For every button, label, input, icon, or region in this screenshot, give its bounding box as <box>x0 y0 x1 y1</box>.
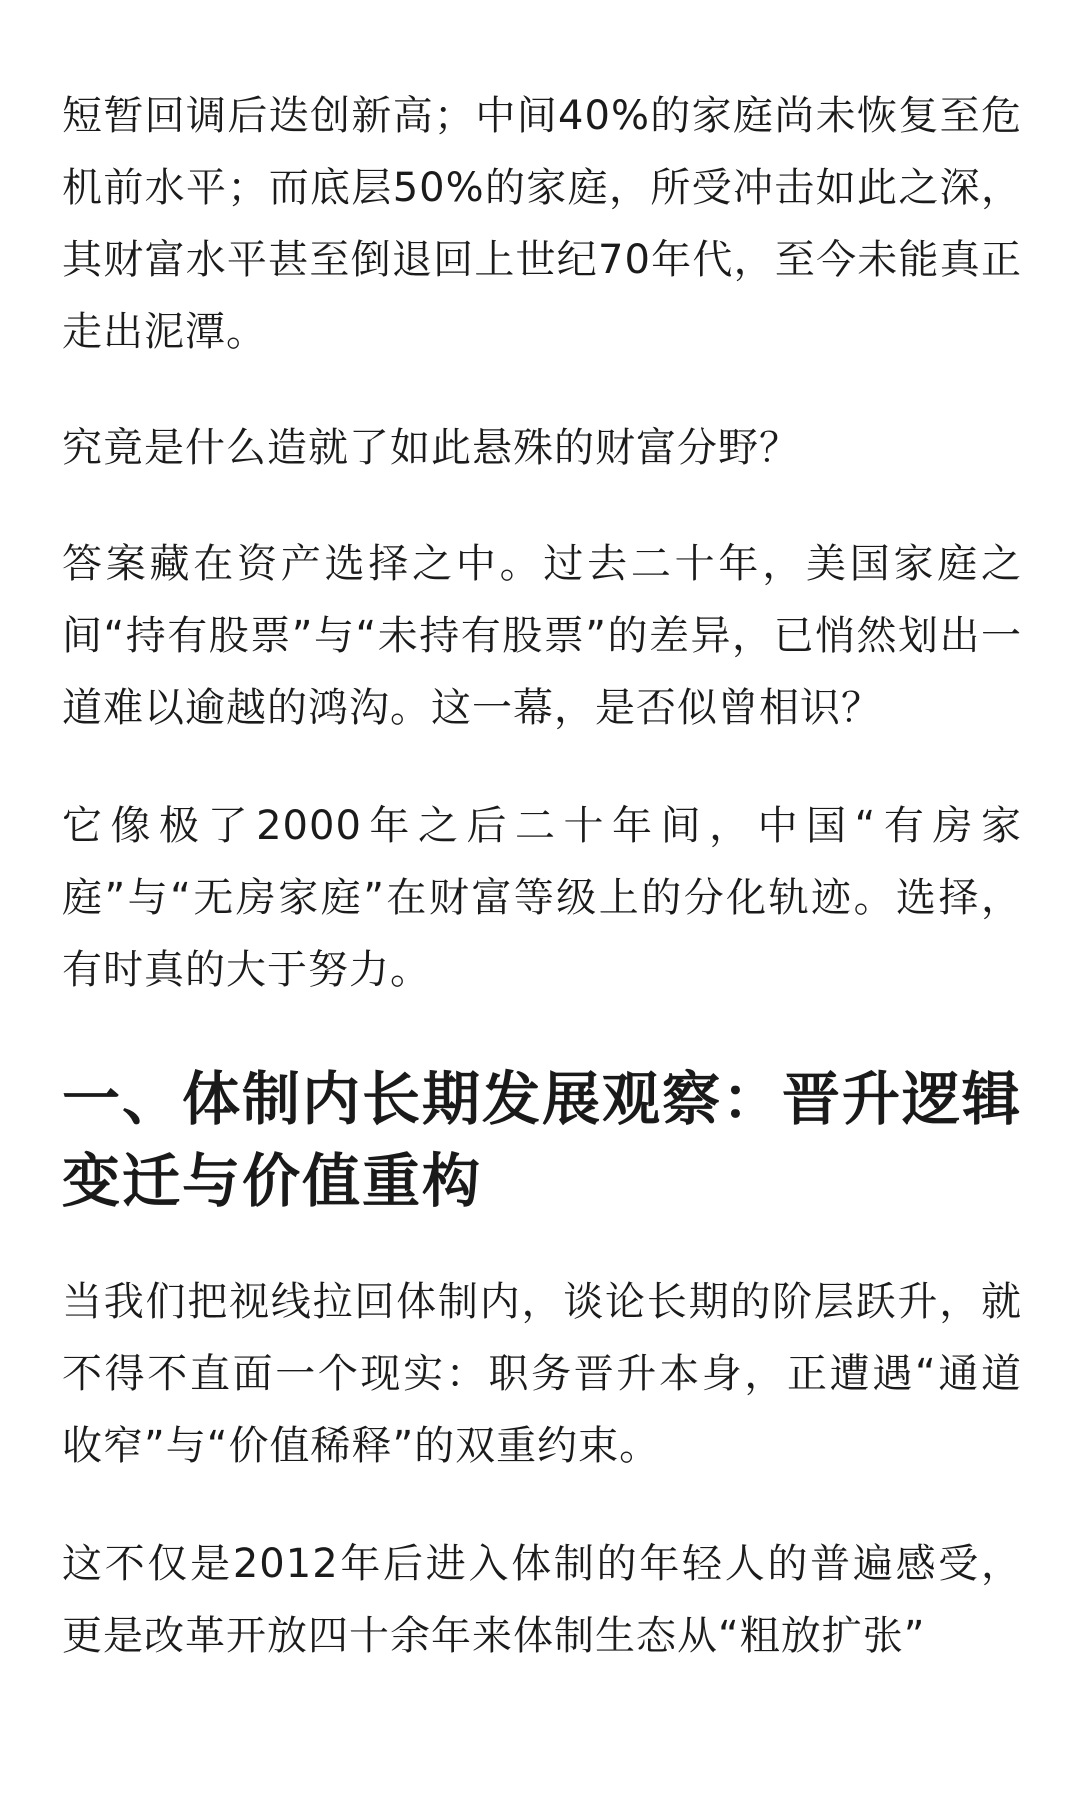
paragraph-housing-comparison: 它像极了2000年之后二十年间，中国“有房家庭”与“无房家庭”在财富等级上的分化轨迹。选择，有时真的大于努力。 <box>62 803 1022 993</box>
paragraph-question: 究竟是什么造就了如此悬殊的财富分野？ <box>62 425 800 471</box>
section-heading: 一、体制内长期发展观察：晋升逻辑变迁与价值重构 <box>62 1065 1023 1215</box>
paragraph-wealth-divergence: 短暂回调后迭创新高；中间40%的家庭尚未恢复至危机前水平；而底层50%的家庭，所受冲击如此之深，其财富水平甚至倒退回上世纪70年代，至今未能真正走出泥潭。 <box>62 93 1022 355</box>
article-body <box>62 80 1022 1672</box>
paragraph-promotion-constraints: 当我们把视线拉回体制内，谈论长期的阶层跃升，就不得不直面一个现实：职务晋升本身，正遭遇“通道收窄”与“价值稀释”的双重约束。 <box>62 1279 1022 1469</box>
paragraph-generation-experience: 这不仅是2012年后进入体制的年轻人的普遍感受，更是改革开放四十余年来体制生态从“粗放扩张” <box>62 1541 1022 1659</box>
paragraph-asset-choice: 答案藏在资产选择之中。过去二十年，美国家庭之间“持有股票”与“未持有股票”的差异，已悄然划出一道难以逾越的鸿沟。这一幕，是否似曾相识？ <box>62 541 1022 731</box>
